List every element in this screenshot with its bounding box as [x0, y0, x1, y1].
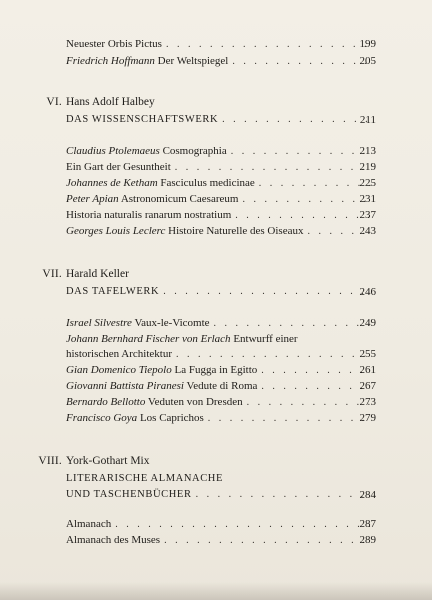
page-number: 205: [359, 55, 376, 67]
entry-author: Giovanni Battista Piranesi: [66, 380, 184, 392]
entry-title: Ein Gart der Gesuntheit: [66, 161, 171, 173]
entry-title: Vedute di Roma: [186, 380, 258, 392]
entry-title: Neuester Orbis Pictus: [66, 38, 162, 50]
section-title: UND TASCHENBÜCHER: [66, 489, 192, 500]
entry-author: Friedrich Hoffmann: [66, 55, 155, 67]
section-title: LITERARISCHE ALMANACHE: [66, 473, 223, 484]
page-number: 225: [359, 177, 376, 189]
page-number: 199: [359, 38, 376, 50]
page-number: 219: [359, 161, 376, 173]
page-number: 289: [359, 534, 376, 546]
toc-entry: [66, 55, 376, 71]
section-heading: [66, 473, 376, 489]
entry-title: Vaux-le-Vicomte: [134, 317, 210, 329]
entry-title: Veduten von Dresden: [147, 396, 243, 408]
toc-entry: [66, 396, 376, 412]
section-heading: [66, 489, 376, 505]
entry-title: Historia naturalis ranarum nostratium: [66, 209, 232, 221]
section-heading: [66, 114, 376, 130]
entry-title: Cosmographia: [162, 145, 227, 157]
section-numeral: VIII.: [38, 455, 62, 467]
entry-title: historischen Architektur: [66, 348, 173, 360]
dot-leader: [176, 349, 372, 360]
page-number: 231: [359, 193, 376, 205]
section-author: Harald Keller: [66, 268, 129, 280]
entry-title: Astronomicum Caesareum: [120, 193, 239, 205]
entry-author: Israel Silvestre: [66, 317, 132, 329]
entry-title: Entwurff einer: [233, 333, 298, 345]
page-number: 249: [359, 317, 376, 329]
dot-leader: [164, 535, 372, 546]
dot-leader: [166, 39, 372, 50]
page-number: 255: [359, 348, 376, 360]
entry-title: Almanach: [66, 518, 112, 530]
section-author: York-Gothart Mix: [66, 455, 150, 467]
toc-entry: [66, 348, 376, 364]
page-number: 267: [359, 380, 376, 392]
page-number: 246: [359, 286, 376, 298]
page-bottom-shadow: [0, 582, 432, 600]
section-title: DAS WISSENSCHAFTSWERK: [66, 114, 219, 125]
page-number: 279: [359, 412, 376, 424]
entry-title: La Fugga in Egitto: [174, 364, 258, 376]
toc-entry: [66, 38, 376, 54]
page-number: 213: [359, 145, 376, 157]
page-number: 287: [359, 518, 376, 530]
entry-author: Peter Apian: [66, 193, 119, 205]
section-author: Hans Adolf Halbey: [66, 96, 155, 108]
entry-title: Der Weltspiegel: [157, 55, 229, 67]
section-numeral: VI.: [46, 96, 62, 108]
dot-leader: [115, 519, 372, 530]
toc-entry: [66, 534, 376, 550]
toc-entry: [66, 364, 376, 380]
toc-entry: [66, 161, 376, 177]
toc-entry: [66, 193, 376, 209]
section-title: DAS TAFELWERK: [66, 286, 160, 297]
toc-entry: [66, 145, 376, 161]
page-number: 284: [359, 489, 376, 501]
entry-author: Claudius Ptolemaeus: [66, 145, 160, 157]
page-number: 243: [359, 225, 376, 237]
toc-entry: [66, 412, 376, 428]
dot-leader: [175, 162, 372, 173]
entry-author: Johannes de Ketham: [66, 177, 158, 189]
section-heading: [66, 286, 376, 302]
page-number: 211: [359, 114, 376, 126]
entry-author: Gian Domenico Tiepolo: [66, 364, 172, 376]
entry-author: Bernardo Bellotto: [66, 396, 146, 408]
page-number: 237: [359, 209, 376, 221]
entry-title: Almanach des Muses: [66, 534, 161, 546]
entry-author: Francisco Goya: [66, 412, 138, 424]
page-number: 261: [359, 364, 376, 376]
dot-leader: [163, 286, 372, 297]
page-number: 273: [359, 396, 376, 408]
entry-title: Histoire Naturelle des Oiseaux: [168, 225, 304, 237]
entry-title: Los Caprichos: [139, 412, 204, 424]
entry-author: Johann Bernhard Fischer von Erlach: [66, 333, 231, 345]
toc-entry: [66, 333, 376, 349]
toc-entry: [66, 225, 376, 241]
toc-entry: [66, 317, 376, 333]
toc-entry: [66, 209, 376, 225]
toc-entry: [66, 380, 376, 396]
section-numeral: VII.: [42, 268, 62, 280]
toc-entry: [66, 518, 376, 534]
entry-title: Fasciculus medicinae: [160, 177, 255, 189]
entry-author: Georges Louis Leclerc: [66, 225, 166, 237]
toc-entry: [66, 177, 376, 193]
